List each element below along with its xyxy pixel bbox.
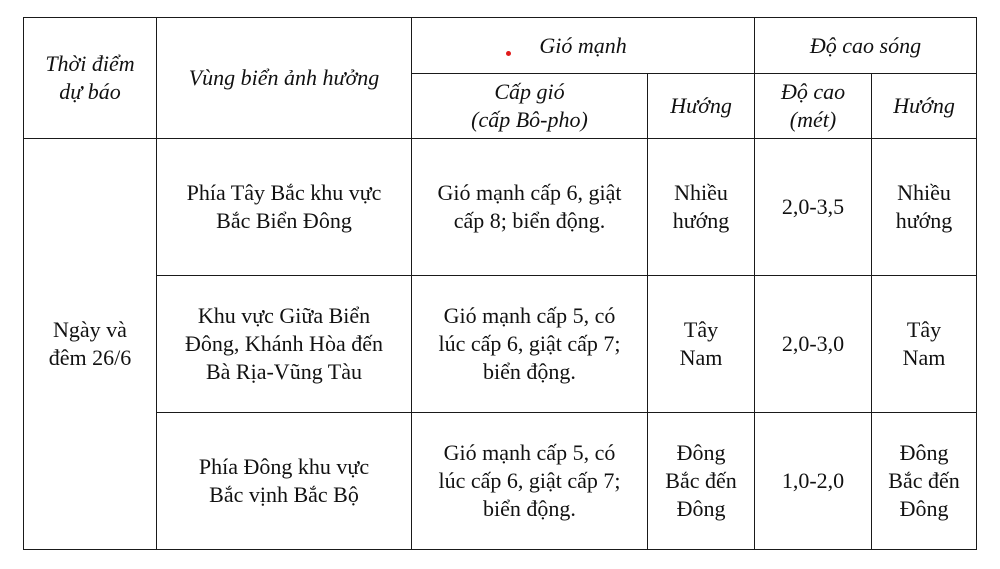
table-row — [24, 139, 977, 276]
header-time-line: Thời điểm — [45, 51, 135, 76]
wind-direction-line: hướng — [672, 208, 730, 233]
wind-cell — [412, 139, 648, 276]
header-height-line: Độ cao — [780, 79, 846, 104]
header-row-top — [24, 18, 977, 74]
region-cell — [157, 276, 412, 413]
header-wind-level-line: Cấp gió — [494, 79, 565, 104]
forecast-table — [23, 17, 977, 550]
header-wave-direction-label: Hướng — [893, 93, 955, 118]
header-wave-height-label: Độ cao sóng — [809, 32, 922, 58]
header-wind-direction — [648, 74, 755, 139]
wave-direction-line: Bắc đến — [888, 468, 960, 493]
time-line: Ngày và — [53, 317, 127, 342]
table-row — [24, 413, 977, 550]
region-line: Khu vực Giữa Biển — [197, 303, 371, 328]
header-wind-level — [412, 74, 648, 139]
wind-line: biển động. — [483, 359, 576, 384]
region-line: Bà Rịa-Vũng Tàu — [205, 359, 362, 384]
header-strong-wind-label: Gió mạnh — [539, 32, 627, 58]
wind-direction-cell — [648, 139, 755, 276]
time-cell — [24, 139, 157, 550]
height-cell — [755, 413, 872, 550]
header-height-line: (mét) — [789, 107, 837, 132]
region-line: Phía Đông khu vực — [198, 454, 370, 479]
wind-line: lúc cấp 6, giật cấp 7; — [438, 331, 621, 356]
region-line: Bắc vịnh Bắc Bộ — [209, 482, 359, 507]
wind-direction-line: Bắc đến — [665, 468, 737, 493]
wind-direction-line: Đông — [676, 440, 726, 465]
height-cell — [755, 139, 872, 276]
region-cell — [157, 139, 412, 276]
wave-direction-cell — [872, 139, 977, 276]
height-cell — [755, 276, 872, 413]
wave-direction-line: Nhiều — [897, 180, 951, 205]
wave-direction-cell — [872, 413, 977, 550]
wind-line: Gió mạnh cấp 5, có — [443, 303, 616, 328]
height-value: 2,0-3,0 — [781, 331, 845, 356]
wave-direction-line: Đông — [899, 440, 949, 465]
header-time-line: dự báo — [59, 79, 121, 104]
header-wind-level-line: (cấp Bô-pho) — [471, 107, 588, 132]
header-wave-direction — [872, 74, 977, 139]
wind-direction-line: Nam — [679, 345, 723, 370]
wave-direction-line: Nam — [902, 345, 946, 370]
header-time — [24, 18, 157, 139]
region-line: Đông, Khánh Hòa đến — [185, 331, 383, 356]
wave-direction-line: Tây — [906, 317, 942, 342]
header-wind-direction-label: Hướng — [670, 93, 732, 118]
time-line: đêm 26/6 — [48, 345, 132, 370]
header-wave-height — [755, 18, 977, 74]
wind-direction-line: Nhiều — [674, 180, 728, 205]
header-strong-wind — [412, 18, 755, 74]
wind-cell — [412, 276, 648, 413]
wave-direction-line: hướng — [895, 208, 953, 233]
wind-line: Gió mạnh cấp 6, giật — [437, 180, 622, 205]
height-value: 2,0-3,5 — [781, 194, 845, 219]
wind-line: Gió mạnh cấp 5, có — [443, 440, 616, 465]
region-line: Phía Tây Bắc khu vực — [186, 180, 382, 205]
table-row — [24, 276, 977, 413]
region-line: Bắc Biển Đông — [216, 208, 352, 233]
wave-direction-cell — [872, 276, 977, 413]
wind-line: cấp 8; biển động. — [453, 208, 606, 233]
region-cell — [157, 413, 412, 550]
wind-line: lúc cấp 6, giật cấp 7; — [438, 468, 621, 493]
header-height — [755, 74, 872, 139]
height-value: 1,0-2,0 — [781, 468, 845, 493]
header-region-label: Vùng biển ảnh hưởng — [188, 65, 380, 90]
wind-line: biển động. — [483, 496, 576, 521]
wave-direction-line: Đông — [899, 496, 949, 521]
red-dot-mark — [506, 51, 511, 56]
wind-direction-cell — [648, 413, 755, 550]
wind-direction-cell — [648, 276, 755, 413]
wind-direction-line: Tây — [683, 317, 719, 342]
wind-cell — [412, 413, 648, 550]
wind-direction-line: Đông — [676, 496, 726, 521]
header-region — [157, 18, 412, 139]
